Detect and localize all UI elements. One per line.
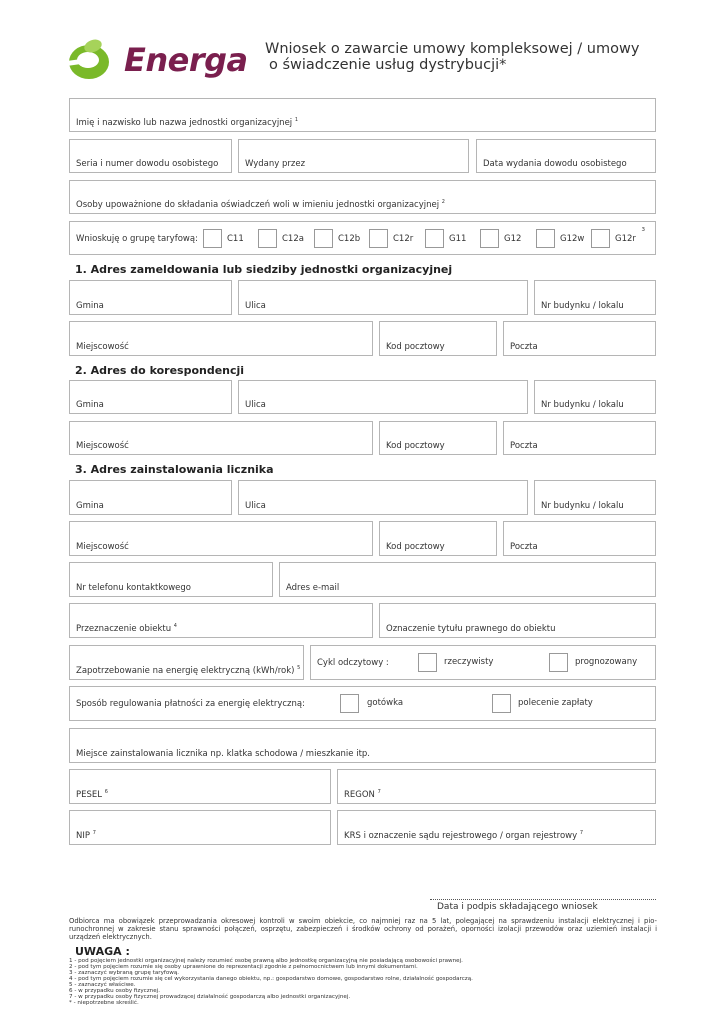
form-title-line2: o świadczenie usług dystrybucji* — [269, 57, 507, 73]
s3-postal-code-label: Kod pocztowy — [386, 542, 445, 552]
s2-street-field[interactable] — [238, 380, 528, 414]
energa-logo — [66, 36, 248, 84]
s2-postal-code-label: Kod pocztowy — [386, 441, 445, 451]
tariff-ref: 3 — [641, 227, 645, 233]
krs-field[interactable] — [337, 810, 656, 845]
form-title — [265, 41, 705, 73]
s2-commune-label: Gmina — [76, 400, 104, 410]
footnote-6: 6 - w przypadku osoby fizycznej. — [69, 988, 161, 994]
section-2-heading: 2. Adres do korespondencji — [75, 364, 245, 377]
meter-location-label: Miejsce zainstalowania licznika np. klatka schodowa / mieszkanie itp. — [76, 749, 371, 759]
phone-label: Nr telefonu kontaktkowego — [76, 583, 191, 593]
tariff-c12b-checkbox[interactable] — [314, 229, 333, 248]
form-title-line1: Wniosek o zawarcie umowy kompleksowej / umowy — [265, 41, 640, 57]
purpose-label: Przeznaczenie obiektu — [76, 624, 172, 634]
pesel-field[interactable] — [69, 769, 331, 804]
issue-date-label: Data wydania dowodu osobistego — [483, 159, 627, 169]
cycle-forecast-checkbox[interactable] — [549, 653, 568, 672]
tariff-g12r-checkbox[interactable] — [591, 229, 610, 248]
nip-label: NIP — [76, 831, 90, 841]
s2-post-office-field[interactable] — [503, 421, 656, 455]
meter-location-field[interactable] — [69, 728, 656, 763]
purpose-field[interactable] — [69, 603, 373, 638]
name-ref: 1 — [294, 117, 299, 124]
regon-ref: 7 — [377, 789, 381, 796]
tariff-c12b-label: C12b — [338, 234, 361, 244]
s3-building-label: Nr budynku / lokalu — [541, 501, 624, 511]
s3-post-office-label: Poczta — [510, 542, 538, 552]
footnote-1: 1 - pod pojęciem jednostki organizacyjnej należy rozumieć osobę prawną albo jednostkę organizacyjną nie posiadającą osobowości prawnej. — [69, 958, 463, 964]
payment-direct-debit-checkbox[interactable] — [492, 694, 511, 713]
s2-postal-code-field[interactable] — [379, 421, 497, 455]
authorized-ref: 2 — [441, 199, 445, 206]
s3-commune-field[interactable] — [69, 480, 232, 515]
tariff-c11-label: C11 — [227, 234, 244, 244]
s3-street-field[interactable] — [238, 480, 528, 515]
tariff-row — [69, 221, 656, 255]
footnote-5: 5 - zaznaczyć właściwe. — [69, 982, 136, 988]
cycle-actual-label: rzeczywisty — [444, 657, 494, 667]
phone-field[interactable] — [69, 562, 273, 597]
email-label: Adres e-mail — [286, 583, 340, 593]
demand-label: Zapotrzebowanie na energię elektryczną (kWh/rok) — [76, 666, 295, 676]
footnote-4: 4 - pod tym pojęciem rozumie się cel wykorzystania danego obiektu, np.: gospodarstwo domowe, gospodarstwo rolne, działalność gospodarczą. — [69, 976, 473, 982]
section-1-heading: 1. Adres zameldowania lub siedziby jednostki organizacyjnej — [75, 263, 453, 276]
footnote-8: * - niepotrzebne skreślić. — [69, 1000, 139, 1006]
id-number-label: Seria i numer dowodu osobistego — [76, 159, 219, 169]
demand-ref: 5 — [297, 665, 301, 672]
legal-title-field[interactable] — [379, 603, 656, 638]
tariff-g11-checkbox[interactable] — [425, 229, 444, 248]
authorized-persons-field[interactable] — [69, 180, 656, 214]
notice-heading: UWAGA : — [75, 945, 130, 958]
footnote-3: 3 - zaznaczyć wybraną grupę taryfową. — [69, 970, 180, 976]
krs-ref: 7 — [579, 830, 584, 837]
issued-by-label: Wydany przez — [245, 159, 306, 169]
tariff-g12w-label: G12w — [560, 234, 585, 244]
s2-building-field[interactable] — [534, 380, 656, 414]
demand-field[interactable] — [69, 645, 304, 680]
s2-city-field[interactable] — [69, 421, 373, 455]
s3-post-office-field[interactable] — [503, 521, 656, 556]
pesel-label: PESEL — [76, 790, 102, 800]
inspection-notice: Odbiorca ma obowiązek przeprowadzania okresowej kontroli w swoim obiekcie, co najmniej raz na 5 lat, polegającej na sprawdzeniu instalacji elektrycznej i pio-runochronnej w zakresie stanu sprawności połączeń, osprzętu, zabezpieczeń i środków ochrony od porażeń, oporności izolacji przewodów oraz uziemień instalacji i urządzeń elektrycznych. — [69, 917, 657, 941]
name-label: Imię i nazwisko lub nazwa jednostki organizacyjnej — [76, 118, 293, 128]
tariff-c12a-checkbox[interactable] — [258, 229, 277, 248]
s2-city-label: Miejscowość — [76, 441, 129, 451]
tariff-label: Wnioskuję o grupę taryfową: — [76, 234, 198, 244]
purpose-ref: 4 — [173, 623, 177, 630]
s1-street-field[interactable] — [238, 280, 528, 315]
s3-building-field[interactable] — [534, 480, 656, 515]
s1-post-office-label: Poczta — [510, 342, 538, 352]
payment-direct-debit-label: polecenie zapłaty — [518, 698, 593, 708]
s3-commune-label: Gmina — [76, 501, 104, 511]
s1-commune-field[interactable] — [69, 280, 232, 315]
tariff-g12r-label: G12r — [615, 234, 636, 244]
tariff-c12r-label: C12r — [393, 234, 414, 244]
tariff-g12-label: G12 — [504, 234, 522, 244]
name-field[interactable] — [69, 98, 656, 132]
s2-street-label: Ulica — [245, 400, 266, 410]
krs-label: KRS i oznaczenie sądu rejestrowego / organ rejestrowy — [344, 831, 578, 841]
cycle-forecast-label: prognozowany — [575, 657, 638, 667]
s3-city-label: Miejscowość — [76, 542, 129, 552]
payment-cash-label: gotówka — [367, 698, 404, 708]
s2-commune-field[interactable] — [69, 380, 232, 414]
s3-postal-code-field[interactable] — [379, 521, 497, 556]
signature-label: Data i podpis składającego wniosek — [437, 902, 598, 912]
s1-postal-code-field[interactable] — [379, 321, 497, 356]
s1-city-field[interactable] — [69, 321, 373, 356]
s3-city-field[interactable] — [69, 521, 373, 556]
energa-logo-icon — [66, 36, 116, 84]
email-field[interactable] — [279, 562, 656, 597]
tariff-g12w-checkbox[interactable] — [536, 229, 555, 248]
id-number-field[interactable] — [69, 139, 232, 173]
s3-street-label: Ulica — [245, 501, 266, 511]
nip-field[interactable] — [69, 810, 331, 845]
regon-label: REGON — [344, 790, 375, 800]
reading-cycle-row — [310, 645, 656, 680]
legal-title-label: Oznaczenie tytułu prawnego do obiektu — [386, 624, 556, 634]
s2-post-office-label: Poczta — [510, 441, 538, 451]
s1-city-label: Miejscowość — [76, 342, 129, 352]
tariff-c12r-checkbox[interactable] — [369, 229, 388, 248]
footnote-2: 2 - pod tym pojęciem rozumie się osoby uprawnione do reprezentacji zgodnie z pełnomocnictwem lub innymi dokumentami. — [69, 964, 418, 970]
reading-cycle-label: Cykl odczytowy : — [317, 658, 389, 668]
regon-field[interactable] — [337, 769, 656, 804]
payment-method-row — [69, 686, 656, 721]
footnote-7: 7 - w przypadku osoby fizycznej prowadzącej działalność gospodarczą albo jednostki organizacyjnej. — [69, 994, 351, 1000]
s2-building-label: Nr budynku / lokalu — [541, 400, 624, 410]
nip-ref: 7 — [92, 830, 96, 837]
payment-cash-checkbox[interactable] — [340, 694, 359, 713]
issue-date-field[interactable] — [476, 139, 656, 173]
tariff-g11-label: G11 — [449, 234, 467, 244]
payment-method-label: Sposób regulowania płatności za energię elektryczną: — [76, 699, 305, 709]
s1-street-label: Ulica — [245, 301, 266, 311]
tariff-c12a-label: C12a — [282, 234, 304, 244]
brand-name: Energa — [124, 41, 248, 79]
authorized-label: Osoby upoważnione do składania oświadczeń woli w imieniu jednostki organizacyjnej — [76, 200, 440, 210]
s1-commune-label: Gmina — [76, 301, 104, 311]
issued-by-field[interactable] — [238, 139, 469, 173]
section-3-heading: 3. Adres zainstalowania licznika — [75, 463, 274, 476]
cycle-actual-checkbox[interactable] — [418, 653, 437, 672]
s1-building-field[interactable] — [534, 280, 656, 315]
tariff-g12-checkbox[interactable] — [480, 229, 499, 248]
pesel-ref: 6 — [104, 789, 108, 796]
tariff-c11-checkbox[interactable] — [203, 229, 222, 248]
signature-line[interactable] — [430, 899, 656, 900]
s1-post-office-field[interactable] — [503, 321, 656, 356]
s1-building-label: Nr budynku / lokalu — [541, 301, 624, 311]
s1-postal-code-label: Kod pocztowy — [386, 342, 445, 352]
